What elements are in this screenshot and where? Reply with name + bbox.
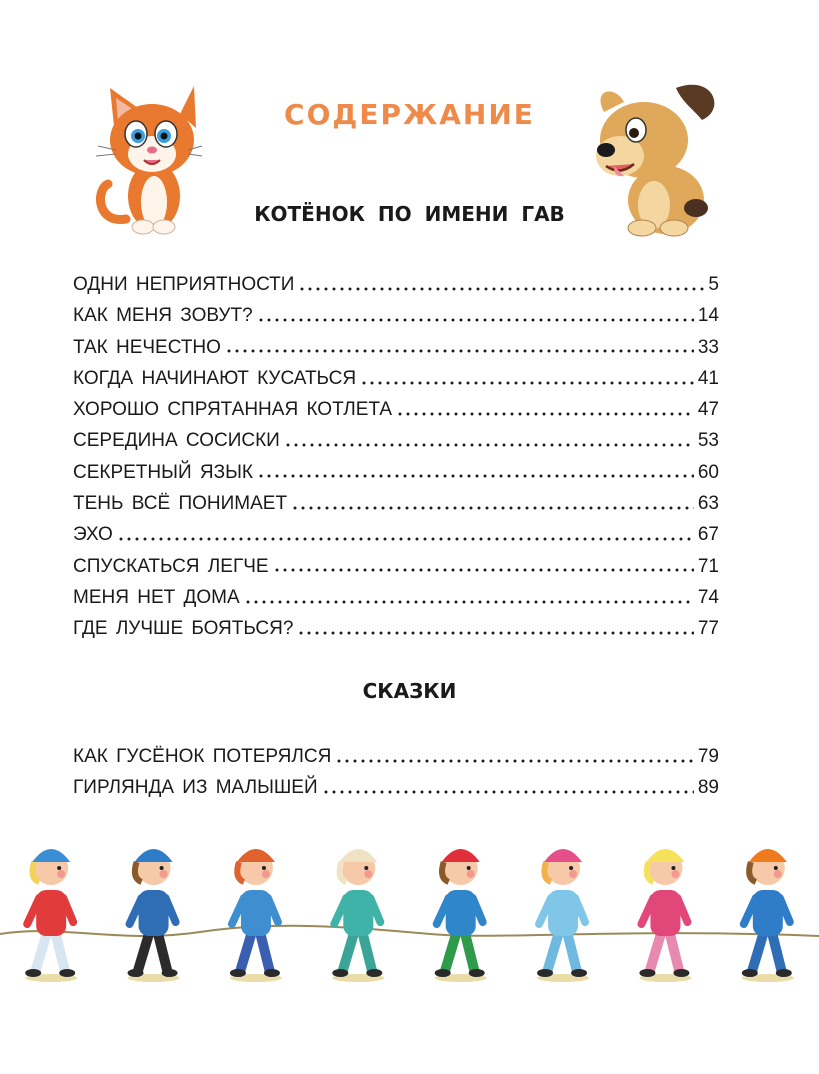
toc-entry[interactable] — [73, 269, 719, 300]
dot-leader — [225, 349, 694, 353]
section-heading-tales: СКАЗКИ — [362, 679, 457, 703]
toc-section-tales — [73, 741, 719, 804]
dot-leader — [284, 443, 694, 447]
dot-leader — [298, 287, 704, 291]
walking-child — [332, 849, 384, 982]
toc-entry-page: 14 — [697, 305, 719, 327]
dot-leader — [322, 790, 694, 794]
toc-entry-title: СЕРЕДИНА СОСИСКИ — [73, 430, 280, 452]
toc-entry-title: ГИРЛЯНДА ИЗ МАЛЫШЕЙ — [73, 777, 318, 799]
walking-child — [537, 849, 589, 982]
toc-entry[interactable] — [73, 613, 719, 644]
toc-entry-title: КОГДА НАЧИНАЮТ КУСАТЬСЯ — [73, 367, 357, 389]
dot-leader — [291, 506, 694, 510]
toc-entry[interactable] — [73, 332, 719, 363]
walking-child — [742, 849, 794, 982]
toc-entry-page: 41 — [697, 367, 719, 389]
toc-entry-title: ТЕНЬ ВСЁ ПОНИМАЕТ — [73, 493, 288, 515]
walking-child — [639, 849, 691, 982]
walking-child — [25, 849, 77, 982]
dot-leader — [297, 631, 693, 635]
toc-entry[interactable] — [73, 551, 719, 582]
toc-entry-title: ТАК НЕЧЕСТНО — [73, 336, 221, 358]
toc-entry-title: МЕНЯ НЕТ ДОМА — [73, 586, 240, 608]
page-title: СОДЕРЖАНИЕ — [284, 98, 535, 131]
toc-entry[interactable] — [73, 363, 719, 394]
toc-entry-page: 77 — [697, 618, 719, 640]
toc-entry-page: 74 — [697, 586, 719, 608]
kitten-illustration — [96, 84, 204, 236]
toc-entry-title: ГДЕ ЛУЧШЕ БОЯТЬСЯ? — [73, 618, 294, 640]
dot-leader — [273, 568, 694, 572]
puppy-illustration — [584, 80, 724, 240]
dot-leader — [257, 318, 694, 322]
toc-entry-title: СПУСКАТЬСЯ ЛЕГЧЕ — [73, 555, 269, 577]
toc-entry-page: 60 — [697, 461, 719, 483]
dot-leader — [360, 381, 694, 385]
dot-leader — [335, 759, 694, 763]
toc-entry-title: КАК ГУСЁНОК ПОТЕРЯЛСЯ — [73, 746, 332, 767]
toc-entry[interactable] — [73, 394, 719, 425]
toc-entry-title: ОДНИ НЕПРИЯТНОСТИ — [73, 274, 295, 295]
toc-entry-page: 47 — [697, 399, 719, 421]
toc-entry[interactable] — [73, 457, 719, 488]
toc-entry[interactable] — [73, 582, 719, 613]
toc-entry-page: 67 — [697, 524, 719, 546]
toc-entry[interactable] — [73, 300, 719, 331]
toc-entry-page: 5 — [708, 274, 719, 295]
toc-entry-page: 71 — [697, 555, 719, 577]
toc-entry-page: 79 — [697, 746, 719, 767]
toc-entry[interactable] — [73, 772, 719, 803]
toc-entry[interactable] — [73, 425, 719, 456]
toc-entry-page: 63 — [697, 493, 719, 515]
toc-entry-page: 53 — [697, 430, 719, 452]
dot-leader — [244, 600, 694, 604]
dot-leader — [396, 412, 694, 416]
walking-child — [128, 849, 180, 982]
toc-entry[interactable] — [73, 741, 719, 772]
walking-children-illustration — [0, 832, 819, 982]
toc-entry-title: СЕКРЕТНЫЙ ЯЗЫК — [73, 461, 253, 483]
toc-section-kitten — [73, 269, 719, 645]
toc-entry[interactable] — [73, 488, 719, 519]
dot-leader — [257, 474, 694, 478]
walking-child — [230, 849, 282, 982]
toc-entry-title: ХОРОШО СПРЯТАННАЯ КОТЛЕТА — [73, 399, 393, 421]
dot-leader — [117, 537, 694, 541]
toc-entry-title: КАК МЕНЯ ЗОВУТ? — [73, 305, 253, 327]
toc-entry-page: 89 — [697, 777, 719, 799]
toc-entry-page: 33 — [697, 336, 719, 358]
walking-child — [435, 849, 487, 982]
section-heading-kitten: КОТЁНОК ПО ИМЕНИ ГАВ — [254, 202, 565, 226]
toc-entry-title: ЭХО — [73, 524, 113, 546]
toc-entry[interactable] — [73, 519, 719, 550]
